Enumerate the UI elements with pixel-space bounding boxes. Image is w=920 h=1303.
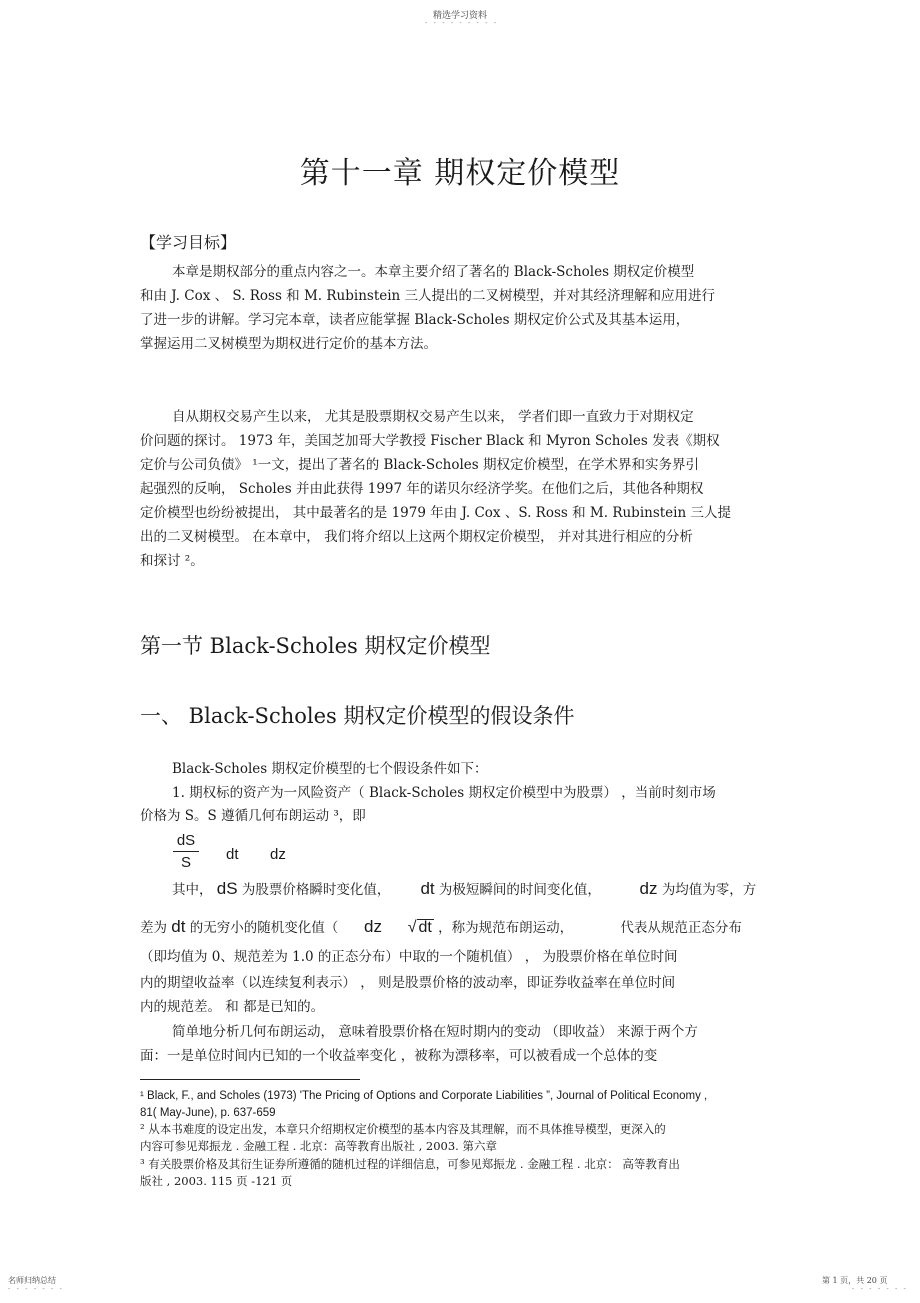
history-line: 自从期权交易产生以来， 尤其是股票期权交易产生以来， 学者们即一直致力于对期权定 bbox=[172, 409, 694, 425]
footer-right-dashes: - - - - - - - bbox=[852, 1285, 908, 1293]
intro-line: 本章是期权部分的重点内容之一。本章主要介绍了著名的 Black-Scholes 期权定价模型 bbox=[172, 264, 695, 280]
footer-left: 名师归纳总结 bbox=[8, 1276, 56, 1285]
explain-text: ，称为规范布朗运动， bbox=[438, 920, 574, 936]
explain-text: 代表从规范正态分布 bbox=[620, 920, 742, 936]
formula-dz: dz bbox=[270, 846, 286, 863]
footnote-2: ² 从本书难度的设定出发，本章只介绍期权定价模型的基本内容及其理解，而不具体推导模型，更深入的 bbox=[140, 1122, 666, 1136]
brownian-line: 面：一是单位时间内已知的一个收益率变化 ，被称为漂移率，可以被看成一个总体的变 bbox=[140, 1048, 658, 1064]
explain-text: 其中， bbox=[172, 882, 213, 898]
math-symbol: dt bbox=[171, 917, 186, 936]
math-symbol: dt bbox=[420, 879, 435, 898]
history-line: 和探讨 ²。 bbox=[140, 553, 204, 569]
formula-numerator: dS bbox=[176, 832, 196, 849]
explain-line-3: （即均值为 0、规范差为 1.0 的正态分布）中取的一个随机值） ， 为股票价格在单位时间 bbox=[140, 949, 678, 965]
history-line: 定价与公司负债》 ¹一文，提出了著名的 Black-Scholes 期权定价模型，在学术界和实务界引 bbox=[140, 457, 700, 473]
intro-line: 和由 J. Cox 、 S. Ross 和 M. Rubinstein 三人提出的二叉树模型，并对其经济理解和应用进行 bbox=[140, 288, 716, 304]
formula-dt: dt bbox=[226, 846, 239, 863]
math-symbol: dS bbox=[216, 879, 238, 898]
footnote-2-cont: 内容可参见郑振龙 . 金融工程 . 北京：高等教育出版社 , 2003. 第六章 bbox=[140, 1139, 497, 1153]
history-line: 价问题的探讨。 1973 年，美国芝加哥大学教授 Fischer Black 和 Myron Scholes 发表《期权 bbox=[140, 433, 720, 449]
footer-left-dashes: - - - - - - - bbox=[8, 1285, 64, 1293]
explain-line-4: 内的期望收益率（以连续复利表示） ， 则是股票价格的波动率，即证券收益率在单位时间 bbox=[140, 975, 676, 991]
explain-text: 差为 bbox=[140, 920, 167, 936]
footnote-rule bbox=[140, 1079, 360, 1080]
brownian-line: 简单地分析几何布朗运动， 意味着股票价格在短时期内的变动 （即收益） 来源于两个方 bbox=[172, 1024, 698, 1040]
sqrt-expression: √ dt bbox=[407, 919, 432, 936]
chapter-title: 第十一章 期权定价模型 bbox=[299, 156, 621, 191]
history-line: 定价模型也纷纷被提出， 其中最著名的是 1979 年由 J. Cox 、S. Ross 和 M. Rubinstein 三人提 bbox=[140, 505, 731, 521]
explain-text: 为股票价格瞬时变化值， bbox=[241, 882, 391, 898]
fraction-bar bbox=[173, 851, 199, 852]
math-symbol: dz bbox=[364, 917, 382, 936]
assumption-1-line: 1. 期权标的资产为一风险资产（ Black-Scholes 期权定价模型中为股票） ，当前时刻市场 bbox=[172, 785, 716, 801]
footnote-1-cont: 81( May-June), p. 637-659 bbox=[140, 1107, 276, 1119]
page-header: 精选学习资料 bbox=[432, 11, 487, 21]
footnote-1: ¹ Black, F., and Scholes (1973) 'The Pricing of Options and Corporate Liabilities ”, Journal of Political Economy , bbox=[140, 1090, 708, 1102]
footnote-3-cont: 版社 , 2003. 115 页 -121 页 bbox=[140, 1174, 293, 1188]
assumption-1-line: 价格为 S。S 遵循几何布朗运动 ³，即 bbox=[140, 808, 366, 824]
explain-line-2 bbox=[140, 918, 742, 936]
intro-line: 掌握运用二叉树模型为期权进行定价的基本方法。 bbox=[140, 336, 437, 352]
footnote-3: ³ 有关股票价格及其衍生证券所遵循的随机过程的详细信息，可参见郑振龙 . 金融工程 . 北京： 高等教育出 bbox=[140, 1157, 680, 1171]
formula-denominator: S bbox=[180, 854, 191, 871]
intro-line: 了进一步的讲解。学习完本章，读者应能掌握 Black-Scholes 期权定价公式及其基本运用， bbox=[140, 312, 690, 328]
objective-heading: 【学习目标】 bbox=[140, 233, 237, 252]
history-line: 起强烈的反响， Scholes 并由此获得 1997 年的诺贝尔经济学奖。在他们之后，其他各种期权 bbox=[140, 481, 704, 497]
history-line: 出的二叉树模型。 在本章中， 我们将介绍以上这两个期权定价模型， 并对其进行相应的分析 bbox=[140, 529, 693, 545]
assumptions-intro: Black-Scholes 期权定价模型的七个假设条件如下： bbox=[172, 761, 488, 777]
explain-line-5: 内的规范差。 和 都是已知的。 bbox=[140, 999, 325, 1015]
math-symbol: dz bbox=[639, 879, 658, 898]
section-heading: 第一节 Black-Scholes 期权定价模型 bbox=[140, 634, 491, 658]
explain-text: 为均值为零，方 bbox=[661, 882, 757, 898]
explain-line-1 bbox=[172, 880, 756, 898]
explain-text: 的无穷小的随机变化值（ bbox=[189, 920, 339, 936]
subsection-heading: 一、 Black-Scholes 期权定价模型的假设条件 bbox=[140, 704, 575, 728]
page-number: 第 1 页，共 20 页 bbox=[822, 1276, 888, 1285]
sqrt-radicand: dt bbox=[418, 919, 432, 936]
formula-fraction bbox=[173, 832, 199, 871]
header-dashes: - - - - - - - - - bbox=[425, 19, 499, 27]
explain-text: 为极短瞬间的时间变化值， bbox=[438, 882, 601, 898]
